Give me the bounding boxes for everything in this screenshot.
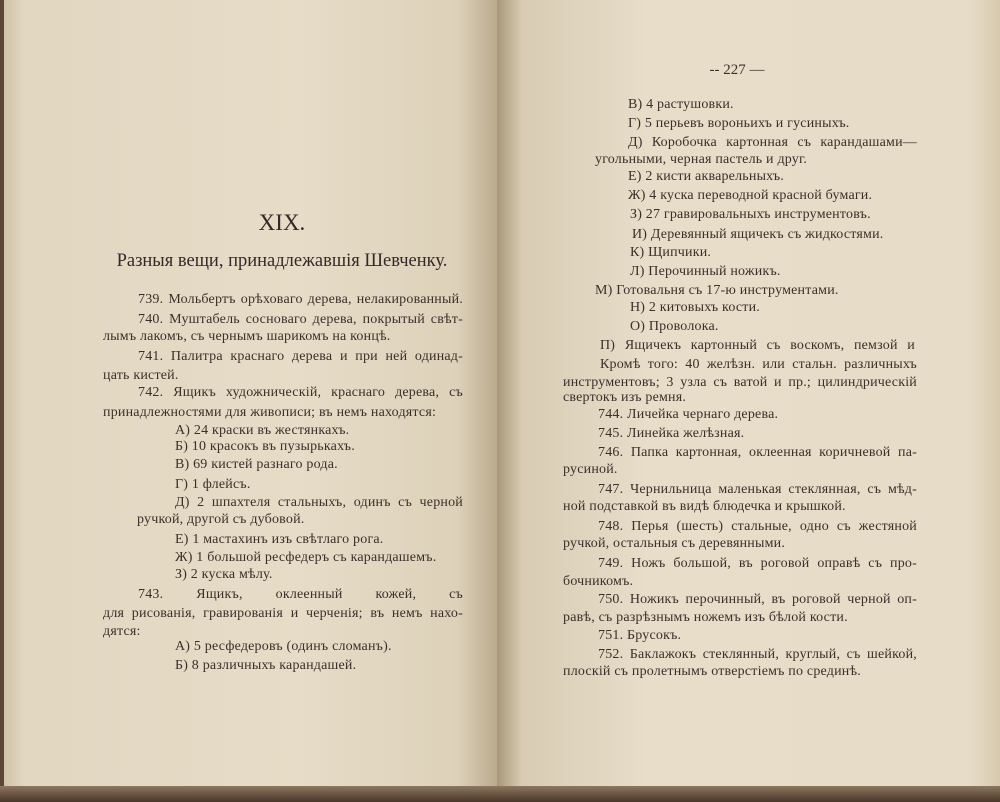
left-page-text-line: Ж) 1 большой ресфедеръ съ карандашемъ. — [175, 550, 437, 565]
right-page-text-line: Ж) 4 куска переводной красной бумаги. — [628, 188, 873, 203]
right-page-text-line: 750. Ножикъ перочинный, въ роговой черной оп- — [598, 592, 917, 607]
left-page-text-line: 740. Муштабель сосноваго дерева, покрытый свѣт- — [138, 312, 463, 327]
page-number: -- 227 — — [709, 62, 765, 78]
left-page-text-line: Б) 8 различныхъ карандашей. — [175, 658, 357, 673]
right-page-text-line: Н) 2 китовыхъ кости. — [630, 300, 760, 315]
left-page-text-line: Б) 10 красокъ въ пузырькахъ. — [175, 439, 355, 454]
left-page-text-line: лымъ лакомъ, съ чернымъ шарикомъ на концѣ. — [103, 329, 391, 344]
right-page-text-line: К) Щипчики. — [630, 245, 712, 260]
right-page-text-line: П) Ящичекъ картонный съ воскомъ, пемзой и — [600, 338, 915, 353]
right-page-text-line: 751. Брусокъ. — [598, 628, 682, 643]
right-page-text-line: равѣ, съ разрѣзнымъ ножемъ изъ бѣлой кости. — [563, 610, 848, 625]
right-page-text-line: М) Готовальня съ 17-ю инструментами. — [595, 283, 839, 298]
book-edge — [0, 786, 1000, 802]
left-page-text-line: Д) 2 шпахтеля стальныхъ, одинъ съ черной — [175, 495, 463, 510]
right-page-text-line: бочникомъ. — [563, 574, 634, 589]
left-page-text-line: принадлежностями для живописи; въ немъ находятся: — [103, 405, 437, 420]
right-page-text-line: ной подставкой въ видѣ блюдечка и крышкой. — [563, 499, 846, 514]
left-page-text-line: А) 24 краски въ жестянкахъ. — [175, 423, 350, 438]
left-page-text-line: дятся: — [103, 624, 141, 639]
left-page-text-line: Е) 1 мастахинъ изъ свѣтлаго рога. — [175, 532, 384, 547]
right-page-text-line: Г) 5 перьевъ вороньихъ и гусиныхъ. — [628, 116, 850, 131]
right-page-text-line: свертокъ изъ ремня. — [563, 390, 687, 405]
right-page-text-line: 749. Ножъ большой, въ роговой оправѣ съ про- — [598, 556, 917, 571]
right-page-text-line: Кромѣ того: 40 желѣзн. или стальн. различныхъ — [600, 357, 917, 372]
right-page-text-line: 746. Папка картонная, оклеенная коричневой па- — [598, 445, 917, 460]
right-page-text-line: 744. Личейка чернаго дерева. — [598, 407, 779, 422]
right-page-text-line: угольными, черная пастель и друг. — [595, 152, 808, 167]
right-page-text-line: И) Деревянный ящичекъ съ жидкостями. — [632, 227, 884, 242]
left-page-text-line: цать кистей. — [103, 368, 179, 383]
right-page-text-line: 748. Перья (шесть) стальные, одно съ жестяной — [598, 519, 917, 534]
right-page-text-line: З) 27 гравировальныхъ инструментовъ. — [630, 207, 871, 222]
left-page-text-line: 741. Палитра краснаго дерева и при ней одинад- — [138, 349, 463, 364]
left-page-text-line: А) 5 ресфедеровъ (одинъ сломанъ). — [175, 639, 392, 654]
right-page-text-line: Л) Перочинный ножикъ. — [630, 264, 781, 279]
left-page-text-line: 742. Ящикъ художническій, краснаго дерева, съ — [138, 385, 463, 400]
right-page-text-line: 752. Баклажокъ стеклянный, круглый, съ шейкой, — [598, 647, 917, 662]
right-page-text-line: ручкой, остальныя съ деревянными. — [563, 536, 786, 551]
right-page-text-line: 745. Линейка желѣзная. — [598, 426, 745, 441]
left-page-text-line: 739. Мольбертъ орѣховаго дерева, нелакированный. — [138, 292, 463, 307]
right-page-text-line: О) Проволока. — [630, 319, 719, 334]
left-page-text-line: Г) 1 флейсъ. — [175, 477, 251, 492]
section-title: Разныя вещи, принадлежавшія Шевченку. — [116, 251, 448, 271]
left-page-text-line: З) 2 куска мѣлу. — [175, 567, 273, 582]
right-page-text-line: Д) Коробочка картонная съ карандашами— — [628, 135, 917, 150]
left-page-text-line: 743. Ящикъ, оклеенный кожей, съ — [138, 587, 463, 602]
right-page-text-line: инструментовъ; 3 узла съ ватой и пр.; цилиндрическій — [563, 375, 917, 390]
right-page-text-line: Е) 2 кисти акварельныхъ. — [628, 169, 784, 184]
right-page-text-line: 747. Чернильница маленькая стеклянная, съ мѣд- — [598, 482, 917, 497]
left-page-text-line: ручкой, другой съ дубовой. — [137, 512, 305, 527]
right-page-text-line: плоскій съ пролетнымъ отверстіемъ по срединѣ. — [563, 664, 861, 679]
right-page-text-line: русиной. — [563, 462, 618, 477]
left-page-text-line: для рисованія, гравированія и черченія; въ немъ нахо- — [103, 606, 463, 621]
right-page-text-line: В) 4 растушовки. — [628, 97, 734, 112]
section-number: XIX. — [258, 210, 306, 235]
left-page-text-line: В) 69 кистей разнаго рода. — [175, 457, 338, 472]
